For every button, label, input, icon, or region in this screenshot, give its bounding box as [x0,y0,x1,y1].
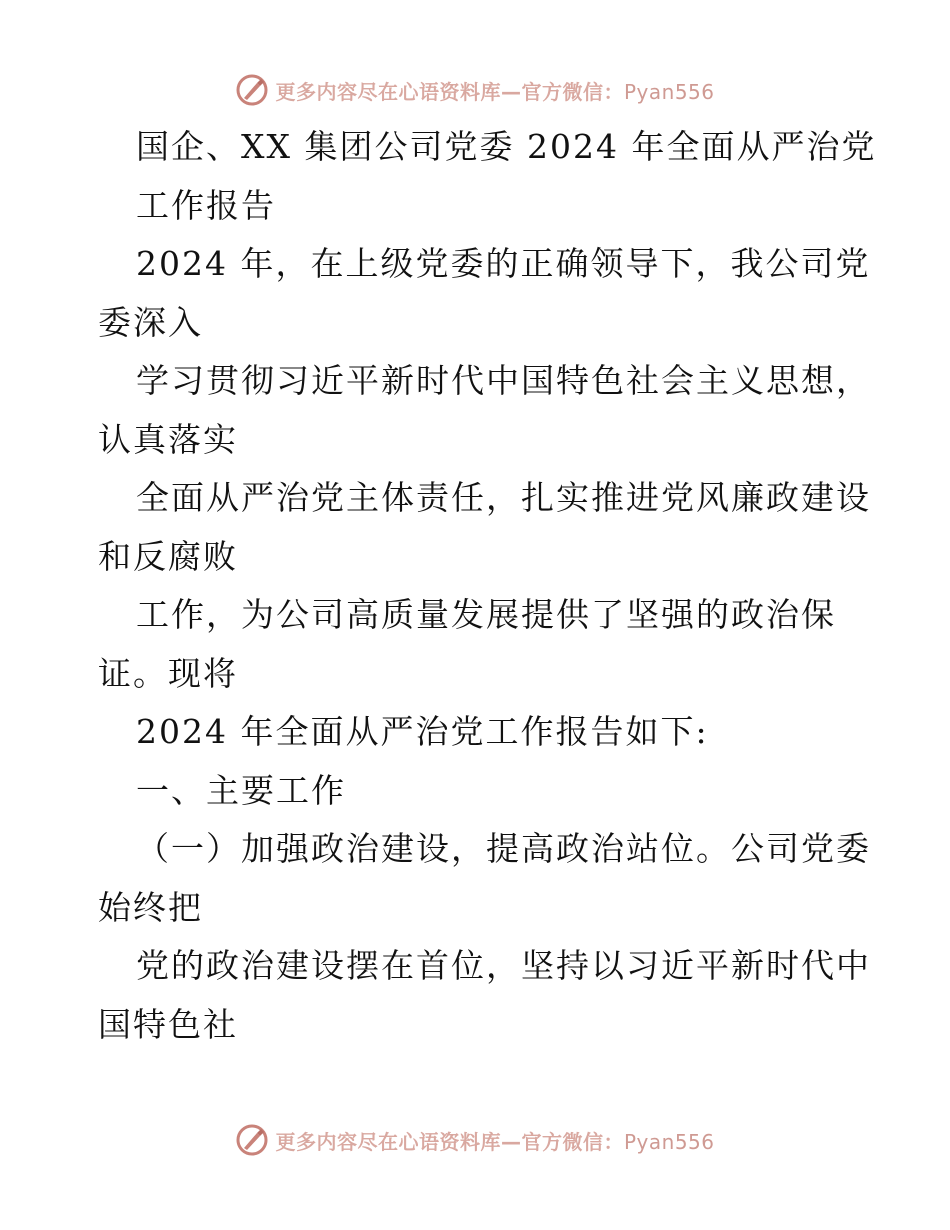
watermark-header [0,70,950,110]
doc-line: 国企、XX 集团公司党委 2024 年全面从严治党 [136,127,877,166]
watermark-text: 更多内容尽在心语资料库—官方微信：Pyan556 [275,1129,715,1154]
watermark-text: 更多内容尽在心语资料库—官方微信：Pyan556 [275,79,715,104]
pen-logo-icon [235,1123,269,1157]
document-body [98,118,877,1054]
doc-line: （一）加强政治建设，提高政治站位。公司党委 [136,829,871,868]
doc-line: 认真落实 [98,419,238,459]
doc-line: 学习贯彻习近平新时代中国特色社会主义思想， [136,361,871,400]
doc-line: 2024 年全面从严治党工作报告如下: [136,712,709,751]
doc-line: 证。现将 [98,653,238,693]
pen-logo-icon [235,73,269,107]
doc-line: 始终把 [98,887,203,927]
doc-line: 2024 年，在上级党委的正确领导下，我公司党 [136,244,871,283]
doc-line: 党的政治建设摆在首位，坚持以习近平新时代中 [136,946,871,985]
doc-line: 全面从严治党主体责任，扎实推进党风廉政建设 [136,478,871,517]
doc-line: 工作报告 [136,185,276,225]
doc-line: 委深入 [98,302,203,342]
watermark-wechat-id: Pyan556 [623,79,715,104]
doc-line: 工作，为公司高质量发展提供了坚强的政治保 [136,595,836,634]
watermark-footer [0,1120,950,1160]
doc-line: 一、主要工作 [136,770,346,810]
doc-line: 国特色社 [98,1004,238,1044]
doc-line: 和反腐败 [98,536,238,576]
watermark-wechat-id: Pyan556 [623,1129,715,1154]
